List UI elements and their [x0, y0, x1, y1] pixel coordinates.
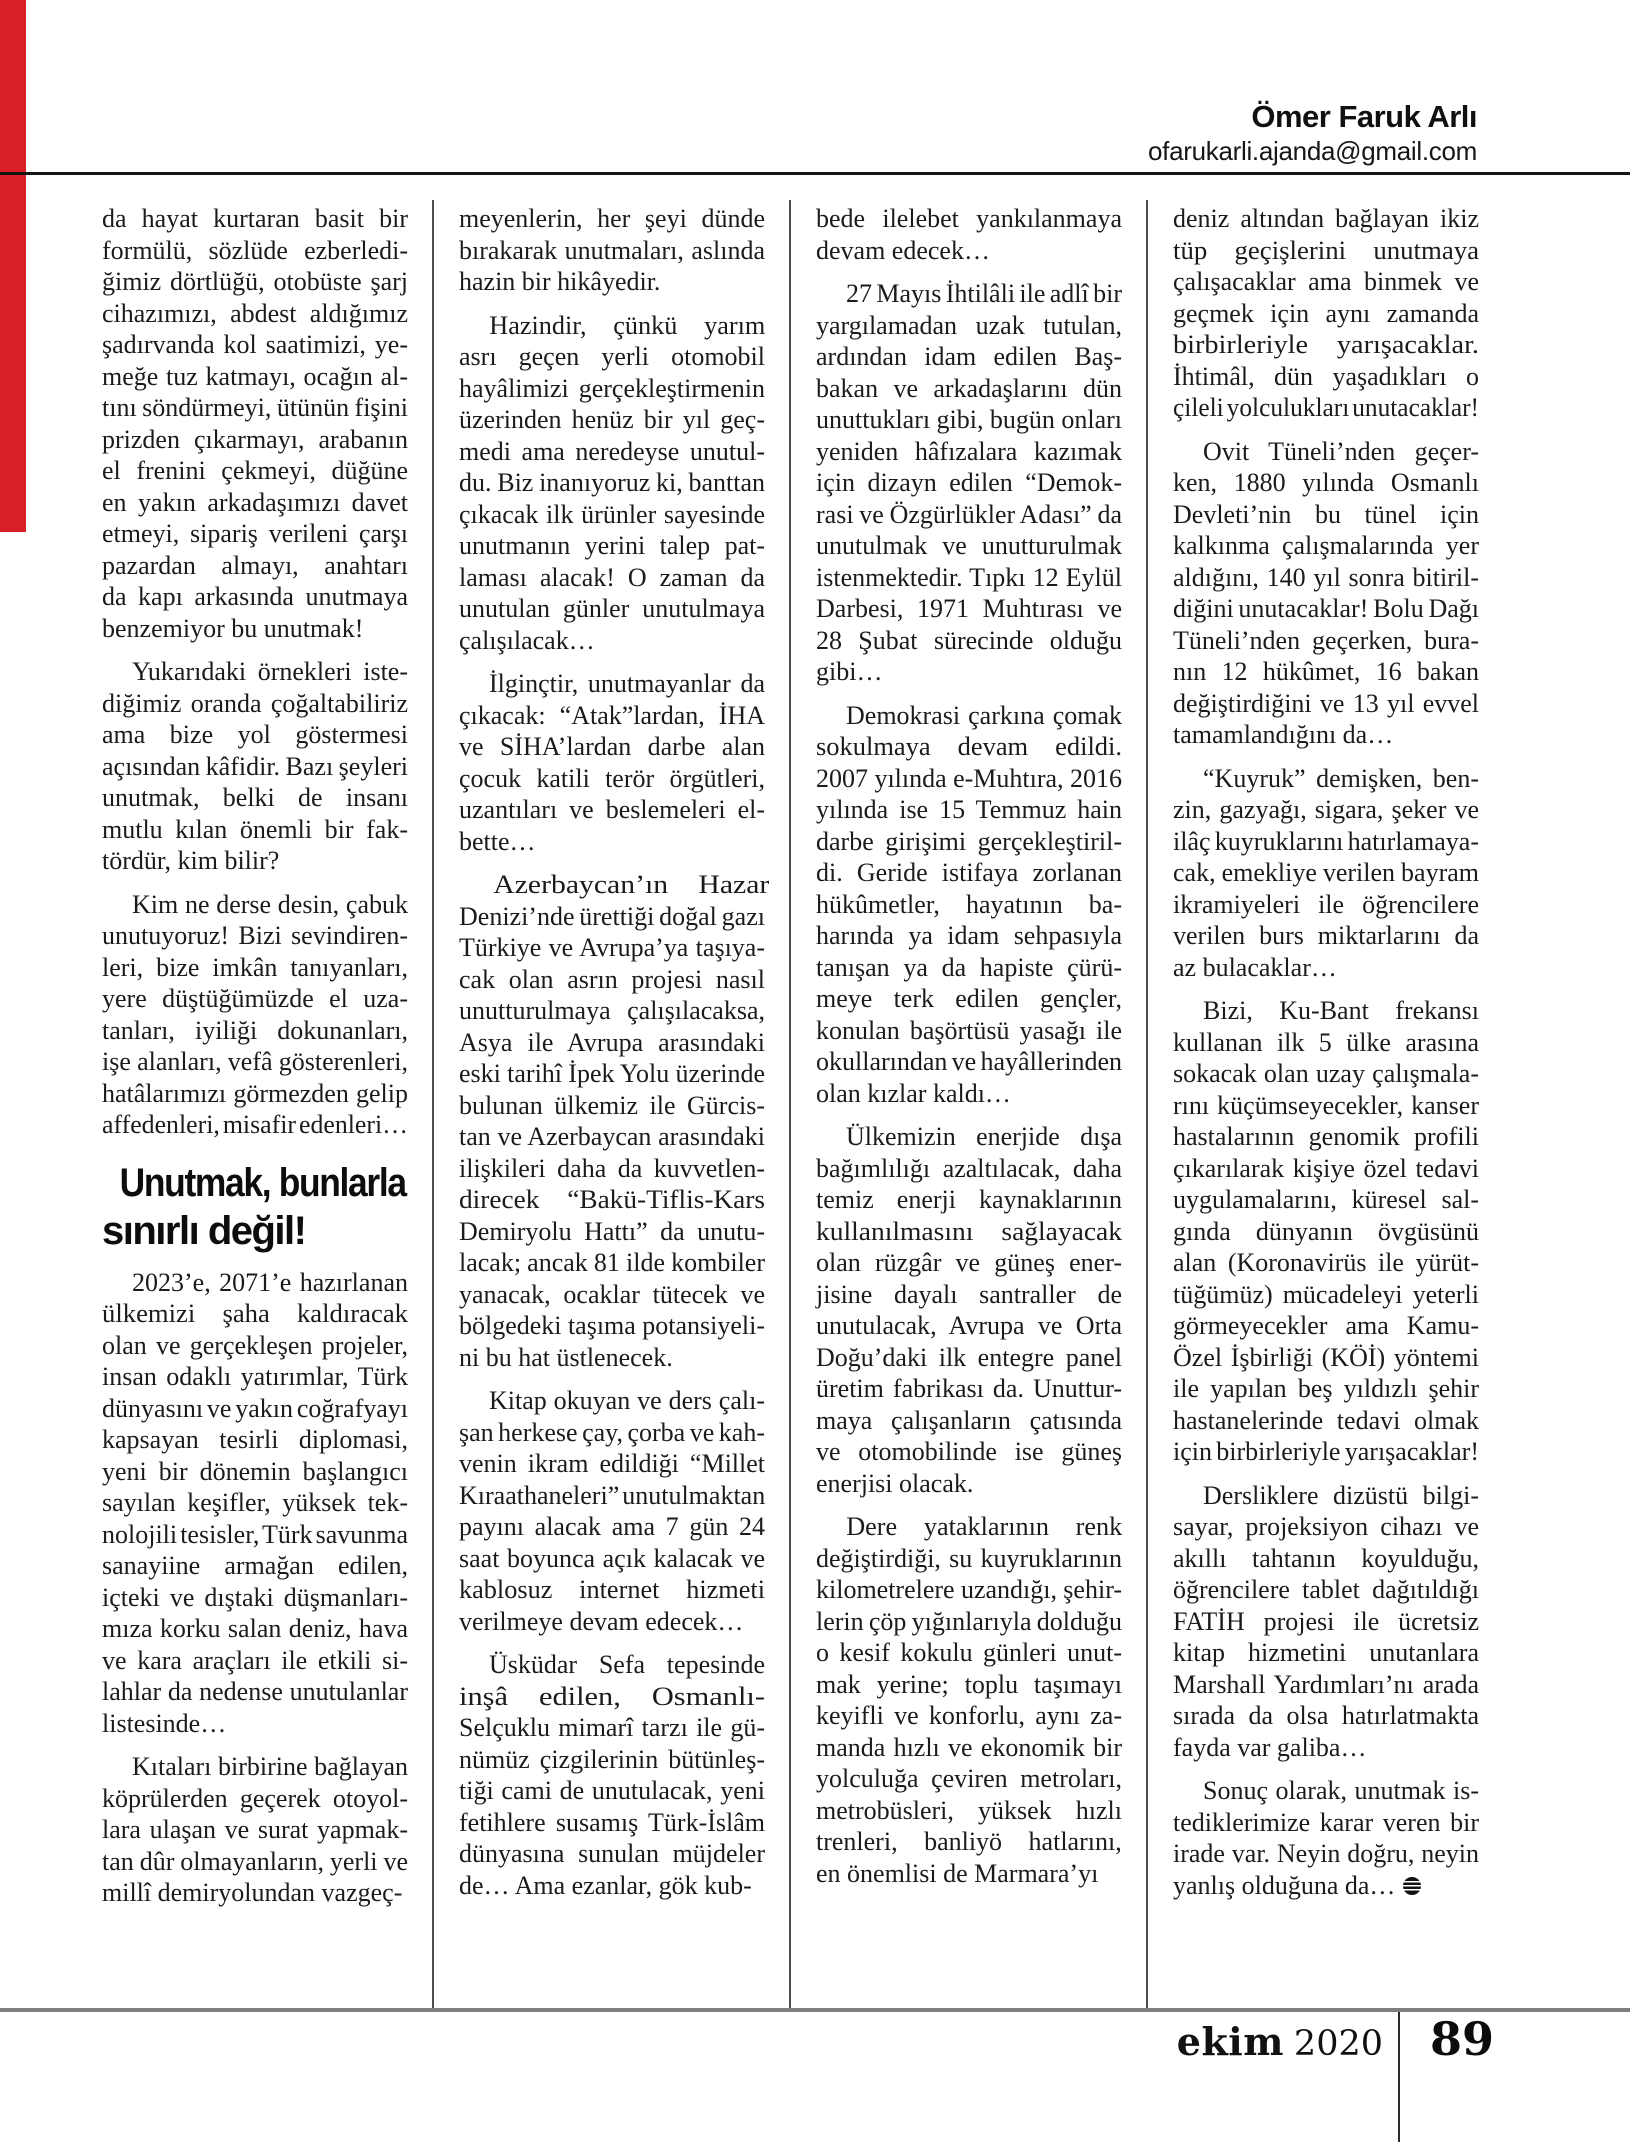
text-line: ni bu hat üstlenecek. — [459, 1342, 673, 1372]
text-line: formülü, sözlüde ezberledi- — [102, 235, 408, 265]
text-line: lara ulaşan ve surat yapmak- — [102, 1815, 408, 1844]
text-line: kilometrelere uzandığı, şehir- — [816, 1575, 1122, 1604]
text-line: meyenlerin, her şeyi dünde — [459, 204, 765, 233]
text-line: Asya ile Avrupa arasındaki — [459, 1027, 765, 1057]
end-of-article-icon — [1403, 1877, 1421, 1895]
text-line: FATİH projesi ile ücretsiz — [1173, 1606, 1479, 1636]
text-line: 2023’e, 2071’e hazırlanan — [132, 1267, 408, 1297]
text-line: cak olan asrın projesi nasıl — [459, 964, 765, 994]
text-line: için birbirleriyle yarışacaklar! — [1173, 1437, 1479, 1466]
text-line: venin ikram edildiği “Millet — [459, 1449, 765, 1478]
text-line: Sonuç olarak, unutmak is- — [1203, 1776, 1479, 1805]
text-line: Bizi, Ku-Bant frekansı — [1203, 996, 1479, 1025]
paragraph — [459, 310, 765, 657]
text-line: yargılamadan uzak tutulan, — [816, 310, 1122, 340]
paragraph — [1173, 1775, 1479, 1901]
text-line: metrobüsleri, yüksek hızlı — [816, 1795, 1122, 1825]
paragraph — [102, 656, 408, 877]
text-line: cak, emekliye verilen bayram — [1173, 858, 1479, 887]
text-line: en yakın arkadaşımızı davet — [102, 487, 408, 517]
column-4 — [1173, 203, 1479, 1921]
text-line: o kesif kokulu günleri unut- — [816, 1638, 1122, 1667]
text-line: bede ilelebet yankılanmaya — [816, 204, 1122, 233]
text-line: içteki ve dıştaki düşmanları- — [102, 1582, 408, 1612]
text-line: verilen burs miktarlarını da — [1173, 921, 1479, 950]
paragraph — [459, 1385, 765, 1637]
text-line: du. Biz inanıyoruz ki, banttan — [459, 468, 765, 497]
text-line: hastalarının genomik profili — [1173, 1122, 1479, 1151]
page-number: 89 — [1430, 2012, 1495, 2066]
text-line: sokulmaya devam edildi. — [816, 732, 1122, 761]
text-line: tediklerimize karar veren bir — [1173, 1807, 1479, 1837]
text-line: hazin bir hikâyedir. — [459, 267, 661, 296]
text-line: şan herkese çay, çorba ve kah- — [459, 1417, 765, 1447]
text-line: meye terk edilen gençler, — [816, 984, 1122, 1013]
text-line: de… Ama ezanlar, gök kub- — [459, 1870, 752, 1900]
text-line: tan dûr olmayanların, yerli ve — [102, 1846, 408, 1876]
text-line: Selçuklu mimarî tarzı ile gü- — [459, 1713, 765, 1742]
text-line: deniz altından bağlayan ikiz — [1173, 204, 1479, 233]
text-line: kullanılmasını sağlayacak — [816, 1216, 1122, 1246]
paragraph — [816, 1511, 1122, 1889]
paragraph — [1173, 995, 1479, 1468]
text-line: Kim ne derse desin, çabuk — [132, 889, 408, 919]
text-line: unutuyoruz! Bizi sevindiren- — [102, 921, 408, 950]
text-line: Doğu’daki ilk entegre panel — [816, 1342, 1122, 1372]
text-line: tiği cami de unutulacak, yeni — [459, 1776, 765, 1805]
text-line: hatâlarımızı görmezden gelip — [102, 1078, 408, 1108]
text-line: istenmektedir. Tıpkı 12 Eylül — [816, 562, 1122, 592]
text-line: Marshall Yardımları’nı arada — [1173, 1669, 1479, 1699]
text-line: Kıraathaneleri” unutulmaktan — [459, 1480, 766, 1510]
text-line: çıkacak ilk ürünler sayesinde — [459, 499, 765, 529]
text-line: ülkemizi şaha kaldıracak — [102, 1299, 408, 1328]
text-line: saat boyunca açık kalacak ve — [459, 1543, 765, 1573]
text-line: ama bize yol göstermesi — [102, 720, 408, 749]
column-2 — [459, 203, 770, 1921]
text-line: millî demiryolundan vazgeç- — [102, 1878, 403, 1907]
text-line: Dersliklere dizüstü bilgi- — [1203, 1480, 1479, 1510]
text-line: tördür, kim bilir? — [102, 846, 280, 875]
text-line: öğrencilere tablet dağıtıldığı — [1173, 1575, 1479, 1604]
text-line: 2007 yılında e-Muhtıra, 2016 — [816, 763, 1122, 793]
text-line: İhtimâl, dün yaşadıkları o — [1173, 361, 1479, 391]
text-line: Hazindir, çünkü yarım — [489, 310, 766, 340]
text-line: değiştirdiğini ve 13 yıl evvel — [1173, 688, 1479, 718]
text-line: ve otomobilinde ise güneş — [816, 1437, 1122, 1466]
author-email: ofarukarli.ajanda@gmail.com — [1148, 136, 1477, 166]
text-line: pazardan almayı, anahtarı — [102, 550, 408, 580]
text-line: ile yapılan beş yıldızlı şehir — [1173, 1374, 1479, 1403]
text-line: işe alanları, vefâ gösterenleri, — [102, 1047, 408, 1076]
text-line: çocuk katili terör örgütleri, — [459, 763, 765, 793]
text-line: bulunan ülkemiz ile Gürcis- — [459, 1090, 765, 1120]
paragraph — [816, 203, 1122, 266]
text-line: unutturulmaya çalışılacaksa, — [459, 996, 765, 1025]
text-line: mak yerine; toplu taşımayı — [816, 1669, 1122, 1699]
text-line: hayâlimizi gerçekleştirmenin — [459, 373, 765, 403]
text-line: nın 12 hükûmet, 16 bakan — [1173, 657, 1479, 686]
text-line: çileli yolculukları unutacaklar! — [1173, 393, 1479, 422]
text-line: keyifli ve konforlu, aynı za- — [816, 1701, 1122, 1730]
column-1 — [102, 203, 408, 1921]
text-line: hükûmetler, hayatının ba- — [816, 889, 1122, 919]
text-line: tanışan ya da hapiste çürü- — [816, 952, 1122, 982]
text-line: yeni bir dönemin başlangıcı — [102, 1456, 408, 1486]
text-line: unutulan günler unutulmaya — [459, 594, 765, 623]
text-line: olan kızlar kaldı… — [816, 1078, 1011, 1108]
author-name: Ömer Faruk Arlı — [1251, 99, 1477, 134]
text-line: ilâç kuyruklarını hatırlamaya- — [1173, 826, 1479, 856]
text-line: bırakarak unutmaları, aslında — [459, 235, 765, 265]
text-line: trenleri, banliyö hatlarını, — [816, 1827, 1122, 1856]
footer-separator-line — [1398, 2012, 1400, 2142]
text-line: enerjisi olacak. — [816, 1468, 974, 1498]
text-line: laması alacak! O zaman da — [459, 562, 765, 592]
text-line: çıkarılarak kişiye özel tedavi — [1173, 1153, 1479, 1183]
text-line: da hayat kurtaran basit bir — [102, 204, 408, 233]
text-line: lacak; ancak 81 ilde kombiler — [459, 1248, 765, 1277]
text-line: unutulacak, Avrupa ve Orta — [816, 1311, 1122, 1340]
text-line: harında ya idam sehpasıyla — [816, 921, 1122, 950]
text-line: dünyasını ve yakın coğrafyayı — [102, 1393, 408, 1423]
text-line: 27 Mayıs İhtilâli ile adlî bir — [846, 279, 1122, 308]
text-line: nolojili tesisler, Türk savunma — [102, 1519, 408, 1549]
text-line: Kıtaları birbirine bağlayan — [132, 1752, 408, 1781]
text-line: unuttukları gibi, bugün onları — [816, 405, 1122, 434]
text-line: etmeyi, sipariş verileni çarşı — [102, 519, 408, 548]
paragraph — [102, 889, 408, 1141]
text-line: Azerbaycan’ın Hazar — [493, 870, 770, 899]
text-line: için dizayn edilen “Demok- — [816, 468, 1122, 497]
text-line: leri, bize imkân tanıyanları, — [102, 952, 408, 982]
paragraph — [459, 1649, 765, 1901]
text-line: sokacak olan uzay çalışmala- — [1173, 1059, 1479, 1088]
text-line: çalışılacak… — [459, 625, 595, 655]
text-line: nümüz çizgilerinin bütünleş- — [459, 1744, 765, 1774]
text-line: asrı geçen yerli otomobil — [459, 342, 765, 371]
text-line: kitap hizmetini unutanlara — [1173, 1638, 1479, 1667]
text-line: darbe girişimi gerçekleştiril- — [816, 826, 1122, 856]
text-line: bağımlılığı azaltılacak, daha — [816, 1153, 1122, 1183]
text-line: yere düştüğümüzde el uza- — [102, 984, 408, 1013]
paragraph — [1173, 203, 1479, 424]
text-line: hastanelerinde tedavi olmak — [1173, 1405, 1479, 1435]
text-line: Türkiye ve Avrupa’ya taşıya- — [459, 933, 765, 962]
text-line: görmeyecekler ama Kamu- — [1173, 1311, 1479, 1340]
issue-month: ekim — [1176, 2019, 1284, 2064]
heading-line: Unutmak, bunlarla — [119, 1160, 406, 1205]
text-line: çıkacak: “Atak”lardan, İHA — [459, 700, 765, 730]
paragraph — [459, 203, 765, 298]
text-line: ardından idam edilen Baş- — [816, 342, 1122, 371]
text-line: Demokrasi çarkına çomak — [846, 700, 1122, 730]
column-divider-3 — [1146, 200, 1148, 2012]
text-line: uzantıları ve beslemeleri el- — [459, 795, 765, 824]
text-line: prizden çıkarmayı, arabanın — [102, 424, 408, 454]
text-line: tamamlandığını da… — [1173, 720, 1394, 749]
text-line: gında dünyanın övgüsünü — [1173, 1216, 1479, 1246]
text-line: da kapı arkasında unutmaya — [102, 582, 408, 611]
text-line: devam edecek… — [816, 235, 990, 265]
paragraph — [1173, 763, 1479, 984]
text-line: alan (Koronavirüs ile yürüt- — [1173, 1248, 1479, 1277]
text-line: tüp geçişlerini unutmaya — [1173, 235, 1479, 265]
paragraph — [816, 700, 1122, 1110]
paragraph — [102, 1751, 408, 1909]
text-line: ikramiyeleri ile öğrencilere — [1173, 889, 1479, 919]
paragraph — [102, 1267, 408, 1740]
text-line: yanacak, ocaklar tütecek ve — [459, 1279, 765, 1309]
text-line: sayılan keşifler, yüksek tek- — [102, 1488, 408, 1517]
text-line: fetihlere susamış Türk-İslâm — [459, 1807, 765, 1837]
text-line: lerin çöp yığınlarıyla dolduğu — [816, 1606, 1122, 1636]
page-edge-red-bar — [0, 0, 26, 532]
text-line: İlginçtir, unutmayanlar da — [489, 669, 765, 698]
text-line: jisine dayalı santraller de — [816, 1279, 1122, 1309]
text-line: sanayiine armağan edilen, — [102, 1551, 408, 1580]
text-line: direcek “Bakü-Tiflis-Kars — [459, 1185, 765, 1214]
text-line: bakan ve arkadaşlarını dün — [816, 373, 1122, 403]
text-line: yılında ise 15 Temmuz hain — [816, 795, 1122, 824]
text-line: kalkınma çalışmalarında yer — [1173, 531, 1479, 560]
text-line: açısından kâfidir. Bazı şeyleri — [102, 751, 408, 781]
text-line: üretim fabrikası da. Unuttur- — [816, 1374, 1122, 1403]
text-line: ve SİHA’lardan darbe alan — [459, 732, 765, 761]
text-line: Ülkemizin enerjide dışa — [846, 1122, 1122, 1151]
text-line: unutmak, belki de insanı — [102, 783, 408, 812]
text-line: Darbesi, 1971 Muhtırası ve — [816, 594, 1122, 623]
issue-year: 2020 — [1293, 2024, 1383, 2064]
text-line: manda hızlı ve ekonomik bir — [816, 1732, 1122, 1762]
text-line: rasi ve Özgürlükler Adası” da — [816, 499, 1122, 529]
issue-label — [1176, 2019, 1383, 2064]
text-line: temiz enerji kaynaklarının — [816, 1185, 1122, 1214]
text-line: mutlu kılan önemli bir fak- — [102, 814, 408, 844]
text-line: benzemiyor bu unutmak! — [102, 613, 364, 643]
text-line: Devleti’nin bu tünel için — [1173, 499, 1479, 529]
text-line: tanları, iyiliği dokunanları, — [102, 1015, 408, 1045]
section-heading — [102, 1159, 408, 1255]
text-line: şadırvanda kol saatimizi, ye- — [102, 330, 408, 359]
text-line: Özel İşbirliği (KÖİ) yöntemi — [1173, 1342, 1479, 1372]
text-line: Demiryolu Hattı” da unutu- — [459, 1216, 765, 1246]
text-line: el frenini çekmeyi, düğüne — [102, 456, 408, 485]
heading-line: sınırlı değil! — [102, 1208, 306, 1253]
text-line: akıllı tahtanın koyulduğu, — [1173, 1543, 1479, 1573]
text-line: bölgedeki taşıma potansiyeli- — [459, 1311, 765, 1340]
text-line: bette… — [459, 826, 536, 856]
text-line: Dere yataklarının renk — [846, 1512, 1123, 1541]
text-line: tüğümüz) mücadeleyi yeterli — [1173, 1279, 1479, 1309]
text-line: aldığını, 140 yıl sonra bitiril- — [1173, 562, 1479, 592]
text-line: yanlış olduğuna da… — [1173, 1870, 1479, 1902]
text-line: unutmanın yerini talep pat- — [459, 531, 765, 560]
text-line: maya çalışanların çatısında — [816, 1405, 1122, 1435]
text-line: sırada da olsa hatırlatmakta — [1173, 1701, 1479, 1730]
text-line: okullarından ve hayâllerinden — [816, 1047, 1122, 1076]
text-line: insan odaklı yatırımlar, Türk — [102, 1362, 408, 1391]
text-line: olan rüzgâr ve güneş ener- — [816, 1248, 1122, 1277]
text-line: çalışacaklar ama binmek ve — [1173, 267, 1479, 296]
text-line: eski tarihî İpek Yolu üzerinde — [459, 1059, 765, 1088]
text-line: uygulamalarını, küresel sal- — [1173, 1185, 1479, 1214]
text-line: gibi… — [816, 657, 883, 686]
text-line: tan ve Azerbaycan arasındaki — [459, 1122, 765, 1151]
text-line: konulan başörtüsü yasağı ile — [816, 1015, 1122, 1045]
text-line: yeniden hâfızalara kazımak — [816, 436, 1122, 466]
text-line: diğini unutacaklar! Bolu Dağı — [1173, 594, 1479, 623]
text-line: en önemlisi de Marmara’yı — [816, 1858, 1099, 1888]
text-line: ken, 1880 yılında Osmanlı — [1173, 468, 1479, 497]
text-line: affedenleri, misafir edenleri… — [102, 1110, 408, 1139]
text-line: ve kara araçları ile etkili si- — [102, 1645, 408, 1675]
column-3 — [816, 203, 1122, 1921]
text-line: fayda var galiba… — [1173, 1732, 1367, 1762]
text-line: irade var. Neyin doğru, neyin — [1173, 1839, 1479, 1868]
text-line: mıza korku salan deniz, hava — [102, 1614, 408, 1643]
text-line: dünyasına sunulan müjdeler — [459, 1839, 765, 1868]
paragraph — [1173, 436, 1479, 751]
column-divider-2 — [789, 200, 791, 2012]
text-line: listesinde… — [102, 1708, 227, 1738]
column-divider-1 — [432, 200, 434, 2012]
text-line: geçmek için aynı zamanda — [1173, 298, 1479, 328]
text-line: cihazımızı, abdest aldığımız — [102, 298, 408, 328]
text-line: köprülerden geçerek otoyol- — [102, 1783, 408, 1813]
text-line: lahlar da nedense unutulanlar — [102, 1677, 408, 1706]
text-line: rını küçümseyecekler, kanser — [1173, 1090, 1479, 1120]
text-line: tını söndürmeyi, ütünün fişini — [102, 393, 408, 422]
text-line: Tüneli’nden geçerken, bura- — [1173, 625, 1479, 655]
text-line: medi ama neredeyse unutul- — [459, 436, 765, 466]
text-line: inşâ edilen, Osmanlı- — [459, 1681, 765, 1711]
header-divider-rule — [0, 172, 1630, 175]
text-line: Yukarıdaki örnekleri iste- — [132, 657, 408, 686]
text-line: ilişkileri daha da kuvvetlen- — [459, 1153, 765, 1183]
text-line: değiştirdiği, su kuyruklarının — [816, 1543, 1122, 1573]
text-line: sayar, projeksiyon cihazı ve — [1173, 1512, 1479, 1541]
text-line: zin, gazyağı, sigara, şeker ve — [1173, 795, 1479, 824]
text-line: yolculuğa çeviren metroları, — [816, 1764, 1122, 1793]
text-line: Üsküdar Sefa tepesinde — [489, 1650, 765, 1679]
text-line: Ovit Tüneli’nden geçer- — [1203, 436, 1479, 466]
paragraph — [459, 869, 770, 1373]
text-line: payını alacak ama 7 gün 24 — [459, 1512, 765, 1541]
text-line: unutulmak ve unutturulmak — [816, 531, 1122, 560]
text-line: meğe tuz katmayı, ocağın al- — [102, 361, 408, 391]
paragraph — [816, 278, 1122, 688]
text-line: Denizi’nde ürettiği doğal gazı — [459, 901, 765, 931]
text-line: 28 Şubat sürecinde olduğu — [816, 625, 1122, 655]
text-line: olan ve gerçekleşen projeler, — [102, 1330, 408, 1360]
text-line: kapsayan tesirli diplomasi, — [102, 1425, 408, 1454]
text-line: verilmeye devam edecek… — [459, 1606, 744, 1636]
paragraph — [459, 668, 765, 857]
text-line: üzerinden henüz bir yıl geç- — [459, 405, 765, 434]
text-line: kablosuz internet hizmeti — [459, 1575, 765, 1604]
text-line: di. Geride istifaya zorlanan — [816, 858, 1122, 887]
text-line: kullanan ilk 5 ülke arasına — [1173, 1027, 1479, 1057]
footer-rule — [0, 2008, 1630, 2012]
paragraph — [102, 203, 408, 644]
text-line: diğimiz oranda çoğaltabiliriz — [102, 688, 408, 718]
text-line: az bulacaklar… — [1173, 952, 1337, 982]
paragraph — [1173, 1480, 1479, 1764]
paragraph — [816, 1121, 1122, 1499]
text-line: Kitap okuyan ve ders çalı- — [489, 1386, 765, 1415]
text-line: ğimiz dörtlüğü, otobüste şarj — [102, 267, 408, 296]
text-line: “Kuyruk” demişken, ben- — [1203, 763, 1479, 793]
text-line: birbirleriyle yarışacaklar. — [1173, 330, 1479, 359]
